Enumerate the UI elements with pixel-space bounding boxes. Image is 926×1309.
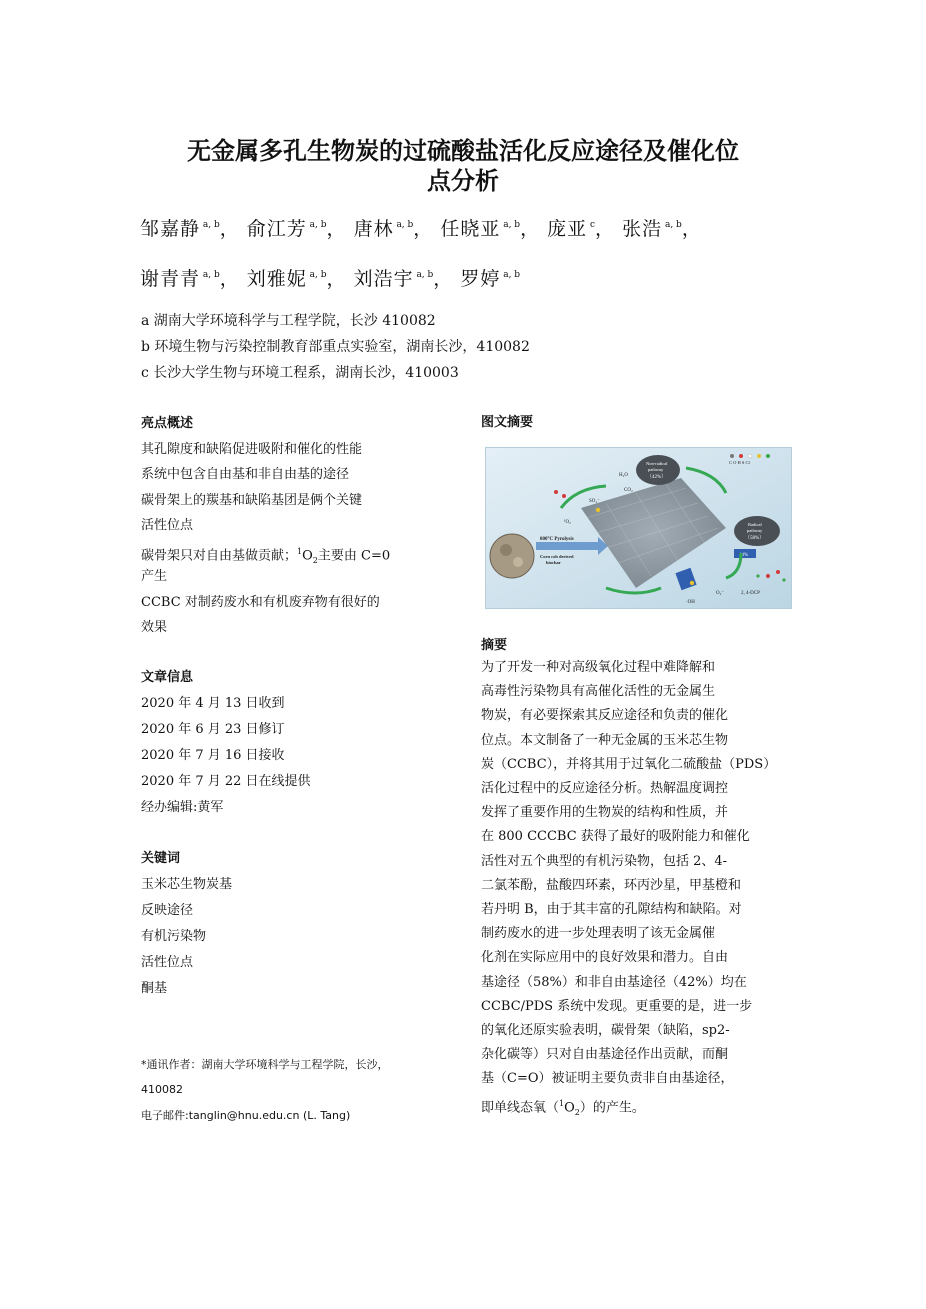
keyword-item: 反映途径 xyxy=(141,903,194,918)
abstract-body xyxy=(481,656,793,1125)
sulfate-label: SO₄⁻ xyxy=(589,499,600,504)
author xyxy=(354,268,461,290)
author-name: 谢青青 xyxy=(140,268,201,290)
graphical-abstract-figure xyxy=(485,447,792,609)
author-affiliation-mark: a, b xyxy=(393,220,414,230)
author-name: 张浩 xyxy=(622,218,663,240)
pyrolysis-label: 800°C Pyrolysis xyxy=(540,537,574,542)
author-separator: ， xyxy=(433,268,461,290)
author-name: 刘浩宇 xyxy=(353,268,414,290)
abstract-line: 活化过程中的反应途径分析。热解温度调控 xyxy=(481,781,729,797)
author-name: 刘雅妮 xyxy=(246,268,307,290)
abstract-line: 杂化碳等）只对自由基途径作出贡献，而酮 xyxy=(481,1047,729,1063)
correspondence-email[interactable]: 电子邮件:tanglin@hnu.edu.cn (L. Tang) xyxy=(141,1109,351,1122)
product-h2o: H₂O xyxy=(619,473,628,478)
svg-text:14%: 14% xyxy=(739,553,749,558)
author-separator: ， xyxy=(520,218,548,240)
author-separator: ， xyxy=(595,218,623,240)
keyword-item: 玉米芯生物炭基 xyxy=(141,877,233,892)
abstract-heading: 摘要 xyxy=(481,638,508,653)
abstract-line: 基途径（58%）和非自由基途径（42%）均在 xyxy=(481,974,747,990)
highlight-line: 活性位点 xyxy=(141,518,194,533)
highlight-line: 其孔隙度和缺陷促进吸附和催化的性能 xyxy=(141,442,363,457)
correspondence-address: *通讯作者：湖南大学环境科学与工程学院，长沙， xyxy=(141,1058,389,1071)
accepted-date: 2020 年 7 月 16 日接收 xyxy=(141,748,285,763)
highlights-heading: 亮点概述 xyxy=(141,416,194,431)
author-affiliation-mark: a, b xyxy=(413,270,434,280)
abstract-line: 基（C=O）被证明主要负责非自由基途径， xyxy=(481,1071,734,1087)
correspondence-postcode: 410082 xyxy=(141,1083,183,1096)
abstract-line: 的氧化还原实验表明，碳骨架（缺陷，sp2- xyxy=(481,1023,730,1039)
abstract-line-last: 即单线态氧$(^1O_2)$的产生。 xyxy=(481,1098,645,1117)
svg-text:pathway: pathway xyxy=(747,528,763,533)
product-co2: CO₂ xyxy=(624,488,633,493)
author-affiliation-mark: a, b xyxy=(306,220,327,230)
abstract-line: 二氯苯酚，盐酸四环素，环丙沙星，甲基橙和 xyxy=(481,877,742,893)
abstract-line: 为了开发一种对高级氧化过程中难降解和 xyxy=(481,660,716,675)
author xyxy=(622,218,702,240)
author-affiliation-mark: c xyxy=(587,220,596,230)
abstract-line: 物炭，有必要探索其反应途径和负责的催化 xyxy=(481,708,729,724)
o2-label: O₂⁻ xyxy=(716,591,724,596)
author xyxy=(460,268,520,290)
author-separator: ， xyxy=(219,268,247,290)
author-separator: ， xyxy=(219,218,247,240)
affiliation-b: b 环境生物与污染控制教育部重点实验室，湖南长沙，410082 xyxy=(141,339,530,355)
affiliation-a: a 湖南大学环境科学与工程学院，长沙 410082 xyxy=(141,313,436,329)
abstract-line: 活性对五个典型的有机污染物，包括 2、4- xyxy=(481,853,728,869)
author-affiliation-mark: a, b xyxy=(306,270,327,280)
article-info-heading: 文章信息 xyxy=(141,670,194,685)
hydroxyl-label: ·OH xyxy=(686,600,695,605)
received-date: 2020 年 4 月 13 日收到 xyxy=(141,696,285,711)
abstract-line: CCBC/PDS 系统中发现。更重要的是，进一步 xyxy=(481,998,753,1014)
abstract-line: 制药废水的进一步处理表明了该无金属催 xyxy=(481,926,716,942)
title-line-1: 无金属多孔生物炭的过硫酸盐活化反应途径及催化位 xyxy=(187,137,739,165)
author-name: 邹嘉静 xyxy=(140,218,201,240)
author-separator: ， xyxy=(413,218,441,240)
keyword-item: 有机污染物 xyxy=(141,929,207,944)
svg-text:Radical: Radical xyxy=(748,522,762,527)
author-affiliation-mark: a, b xyxy=(500,270,521,280)
author xyxy=(140,218,247,240)
keywords-heading: 关键词 xyxy=(141,851,181,866)
biochar-photo xyxy=(490,534,534,578)
svg-text:Non-radical: Non-radical xyxy=(646,461,668,466)
highlight-line: CCBC 对制药废水和有机废弃物有很好的 xyxy=(141,595,380,610)
abstract-line: 炭（CCBC），并将其用于过氧化二硫酸盐（PDS） xyxy=(481,756,777,772)
svg-text:pathway: pathway xyxy=(648,467,664,472)
author-line-2 xyxy=(140,262,820,292)
highlight-line: 碳骨架只对自由基做贡献；$^1O_2$主要由 C=0 xyxy=(141,547,391,565)
abstract-line: 在 800 CCCBC 获得了最好的吸附能力和催化 xyxy=(481,829,750,845)
svg-text:（58%）: （58%） xyxy=(745,536,765,541)
author-affiliation-mark: a, b xyxy=(200,220,220,230)
biochar-label-1: Corn cob derived xyxy=(540,554,574,559)
author-name: 任晓亚 xyxy=(440,218,501,240)
abstract-line: 高毒性污染物具有高催化活性的无金属生 xyxy=(481,684,716,700)
author-name: 俞江芳 xyxy=(246,218,307,240)
author-affiliation-mark: a, b xyxy=(500,220,521,230)
author-line-1 xyxy=(140,212,820,242)
highlight-line: 系统中包含自由基和非自由基的途径 xyxy=(141,467,350,482)
author xyxy=(247,218,354,240)
legend-labels: C O H S Cl xyxy=(729,460,750,465)
author xyxy=(440,218,547,240)
author-affiliation-mark: a, b xyxy=(200,270,220,280)
online-date: 2020 年 7 月 22 日在线提供 xyxy=(141,774,311,789)
author xyxy=(354,218,441,240)
abstract-line: 化剂在实际应用中的良好效果和潜力。自由 xyxy=(481,950,729,966)
keyword-item: 活性位点 xyxy=(141,955,194,970)
author-affiliation-mark: a, b xyxy=(662,220,682,230)
paper-title xyxy=(120,136,806,196)
graphical-abstract-heading: 图文摘要 xyxy=(481,415,534,430)
author-name: 罗婷 xyxy=(460,268,501,290)
highlight-line: 效果 xyxy=(141,620,168,635)
biochar-label-2: biochar xyxy=(546,560,561,565)
abstract-line: 若丹明 B，由于其丰富的孔隙结构和缺陷。对 xyxy=(481,902,742,918)
author-separator: ， xyxy=(326,218,354,240)
keyword-item: 酮基 xyxy=(141,981,168,996)
abstract-line: 发挥了重要作用的生物炭的结构和性质，并 xyxy=(481,805,729,821)
title-line-2: 点分析 xyxy=(427,167,499,195)
singlet-label: ¹O₂ xyxy=(564,520,571,525)
handling-editor: 经办编辑:黄军 xyxy=(141,800,224,815)
highlight-line: 产生 xyxy=(141,569,168,584)
author xyxy=(140,268,247,290)
abstract-line: 位点。本文制备了一种无金属的玉米芯生物 xyxy=(481,732,729,748)
author xyxy=(247,268,354,290)
svg-text:（42%）: （42%） xyxy=(647,475,667,480)
highlight-line: 碳骨架上的羰基和缺陷基团是俩个关键 xyxy=(141,493,363,508)
author-separator: ， xyxy=(326,268,354,290)
dcp-label: 2, 4-DCP xyxy=(741,591,760,596)
author-name: 唐林 xyxy=(353,218,394,240)
author-separator: ， xyxy=(681,218,702,240)
revised-date: 2020 年 6 月 23 日修订 xyxy=(141,722,285,737)
author-name: 庞亚 xyxy=(547,218,588,240)
author xyxy=(547,218,622,240)
affiliation-c: c 长沙大学生物与环境工程系，湖南长沙，410003 xyxy=(141,365,459,381)
